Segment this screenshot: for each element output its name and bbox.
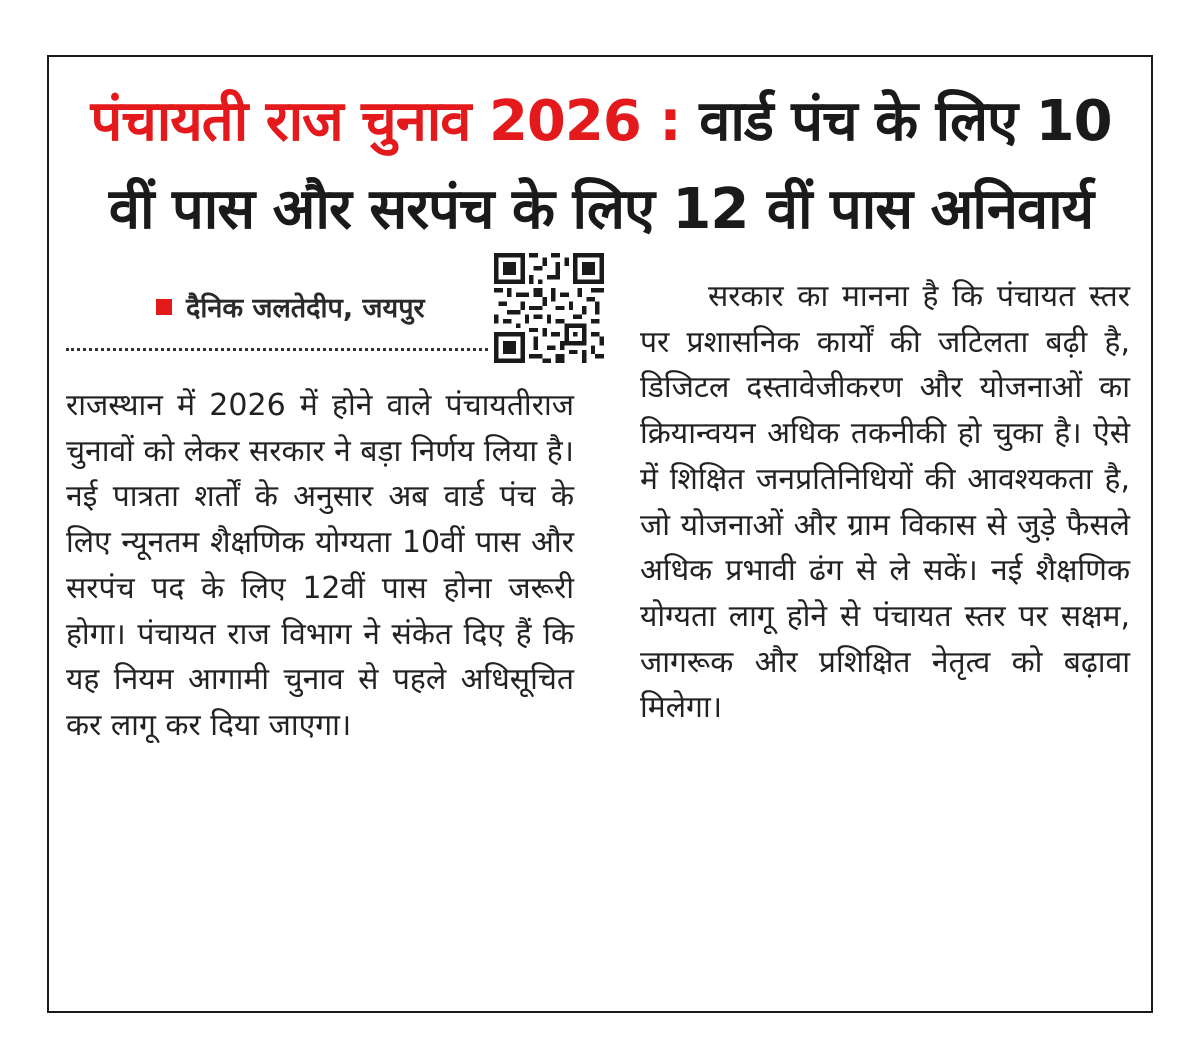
qr-code-icon: [494, 253, 604, 363]
byline-text: दैनिक जलतेदीप, जयपुर: [186, 293, 425, 324]
byline: [156, 288, 425, 325]
headline: [66, 78, 1136, 254]
article-paragraph-right: सरकार का मानना है कि पंचायत स्तर पर प्रशासनिक कार्यों की जटिलता बढ़ी है, डिजिटल दस्तावेजीकरण और योजनाओं का क्रियान्वयन अधिक तकनीकी हो चुका है। ऐसे में शिक्षित जनप्रतिनिधियों की आवश्यकता है, जो योजनाओं और ग्राम विकास से जुड़े फैसले अधिक प्रभावी ढंग से ले सकें। नई शैक्षणिक योग्यता लागू होने से पंचायत स्तर पर सक्षम, जागरूक और प्रशिक्षित नेतृत्व को बढ़ावा मिलेगा।: [640, 279, 1130, 726]
red-square-bullet-icon: [156, 299, 172, 315]
headline-main: वार्ड पंच के लिए 10 वीं पास और सरपंच के लिए 12 वीं पास अनिवार्य: [108, 89, 1112, 242]
article-paragraph-left: राजस्थान में 2026 में होने वाले पंचायतीराज चुनावों को लेकर सरकार ने बड़ा निर्णय लिया है। नई पात्रता शर्तों के अनुसार अब वार्ड पंच के लिए न्यूनतम शैक्षणिक योग्यता 10वीं पास और सरपंच पद के लिए 12वीं पास होना जरूरी होगा। पंचायत राज विभाग ने संकेत दिए हैं कि यह नियम आगामी चुनाव से पहले अधिसूचित कर लागू कर दिया जाएगा।: [66, 388, 574, 743]
dotted-divider: [66, 348, 488, 351]
headline-highlight: पंचायती राज चुनाव 2026 :: [90, 89, 681, 154]
